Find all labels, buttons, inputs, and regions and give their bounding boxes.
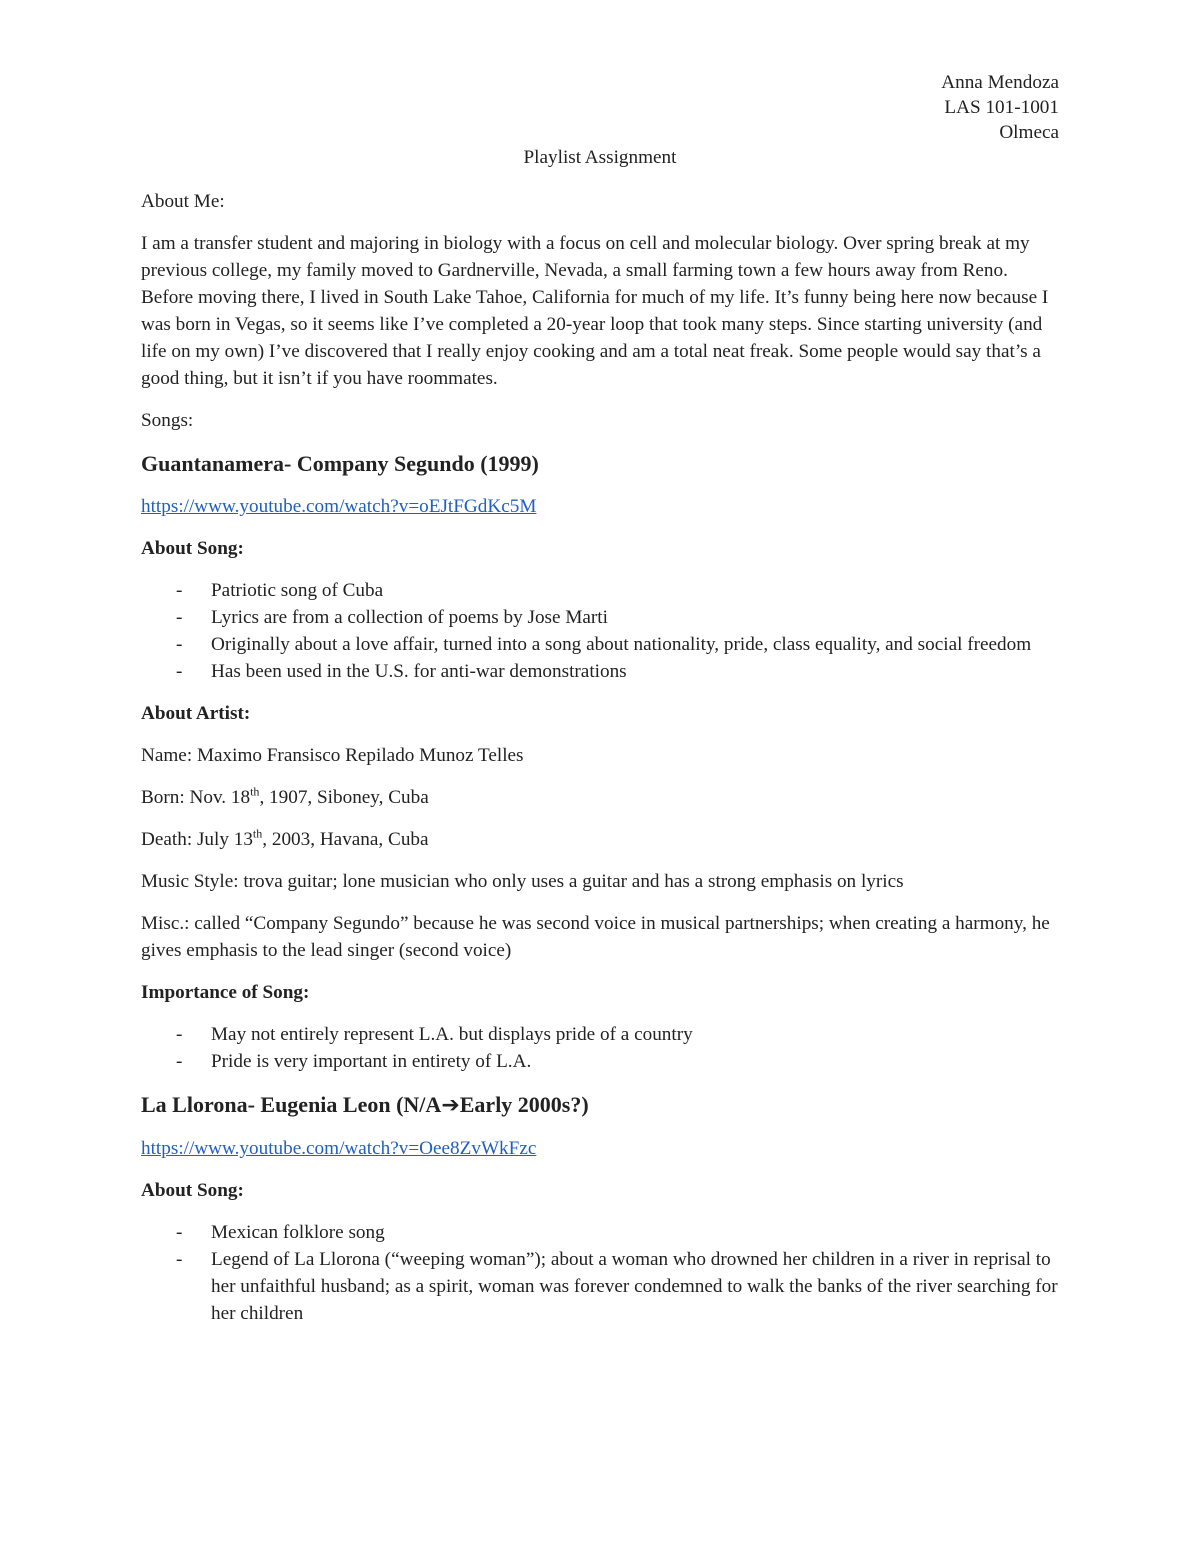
born-text: Born: Nov. 18 — [141, 787, 251, 808]
list-item: - Originally about a love affair, turned into a song about nationality, pride, class equality, and social freedom — [141, 631, 1061, 658]
list-item: - Legend of La Llorona (“weeping woman”); about a woman who drowned her children in a river in reprisal to her unfaithful husband; as a spirit, woman was forever condemned to walk the banks of the river searching for her children — [141, 1246, 1061, 1327]
song2-link[interactable]: https://www.youtube.com/watch?v=Oee8ZvWkFzc — [141, 1138, 537, 1159]
header-block — [941, 70, 1059, 145]
document-body — [141, 188, 1061, 1342]
song1-importance-list — [141, 1021, 1061, 1075]
list-item: - Patriotic song of Cuba — [141, 577, 1061, 604]
song2-heading — [141, 1090, 1061, 1121]
song1-about-artist-label: About Artist: — [141, 703, 251, 724]
about-me-label: About Me: — [141, 191, 225, 212]
song2-about-song-list — [141, 1219, 1061, 1327]
song1-about-song-list — [141, 577, 1061, 685]
born-place: , 1907, Siboney, Cuba — [259, 787, 429, 808]
list-item: - Has been used in the U.S. for anti-war demonstrations — [141, 658, 1061, 685]
song1-about-song-label: About Song: — [141, 538, 244, 559]
death-suffix: th — [252, 826, 263, 841]
list-item: - Lyrics are from a collection of poems by Jose Marti — [141, 604, 1061, 631]
list-item: - Mexican folklore song — [141, 1219, 1061, 1246]
group-name: Olmeca — [999, 122, 1059, 143]
list-item: - Pride is very important in entirety of L.A. — [141, 1048, 1061, 1075]
author-name: Anna Mendoza — [941, 72, 1059, 93]
song1-heading: Guantanamera- Company Segundo (1999) — [141, 451, 539, 476]
course-code: LAS 101-1001 — [944, 97, 1059, 118]
song1-importance-label: Importance of Song: — [141, 982, 310, 1003]
song2-about-song-label: About Song: — [141, 1180, 244, 1201]
artist-death — [141, 826, 1061, 853]
document-title: Playlist Assignment — [523, 147, 677, 168]
song2-heading-date: Early 2000s?) — [459, 1092, 589, 1117]
artist-born — [141, 784, 1061, 811]
about-me-text: I am a transfer student and majoring in biology with a focus on cell and molecular biology. Over spring break at my previous college, my family moved to Gardnerville, Nevada, a small farming town a few hours away from Reno. Before moving there, I lived in South Lake Tahoe, California for much of my life. It’s funny being here now because I was born in Vegas, so it seems like I’ve completed a 20-year loop that took many steps. Since starting university (and life on my own) I’ve discovered that I really enjoy cooking and am a total neat freak. Some people would say that’s a good thing, but it isn’t if you have roommates. — [141, 233, 1049, 389]
death-place: , 2003, Havana, Cuba — [262, 829, 429, 850]
artist-name: Name: Maximo Fransisco Repilado Munoz Telles — [141, 745, 524, 766]
songs-label: Songs: — [141, 410, 194, 431]
born-suffix: th — [250, 784, 260, 799]
song2-heading-text: La Llorona- Eugenia Leon (N/A — [141, 1092, 442, 1117]
list-item: - May not entirely represent L.A. but displays pride of a country — [141, 1021, 1061, 1048]
song1-link[interactable]: https://www.youtube.com/watch?v=oEJtFGdKc5M — [141, 496, 537, 517]
death-text: Death: July 13 — [141, 829, 253, 850]
artist-music-style: Music Style: trova guitar; lone musician who only uses a guitar and has a strong emphasis on lyrics — [141, 871, 904, 892]
artist-misc: Misc.: called “Company Segundo” because he was second voice in musical partnerships; when creating a harmony, he gives emphasis to the lead singer (second voice) — [141, 913, 1050, 961]
arrow-right-icon: ➔ — [441, 1093, 460, 1118]
